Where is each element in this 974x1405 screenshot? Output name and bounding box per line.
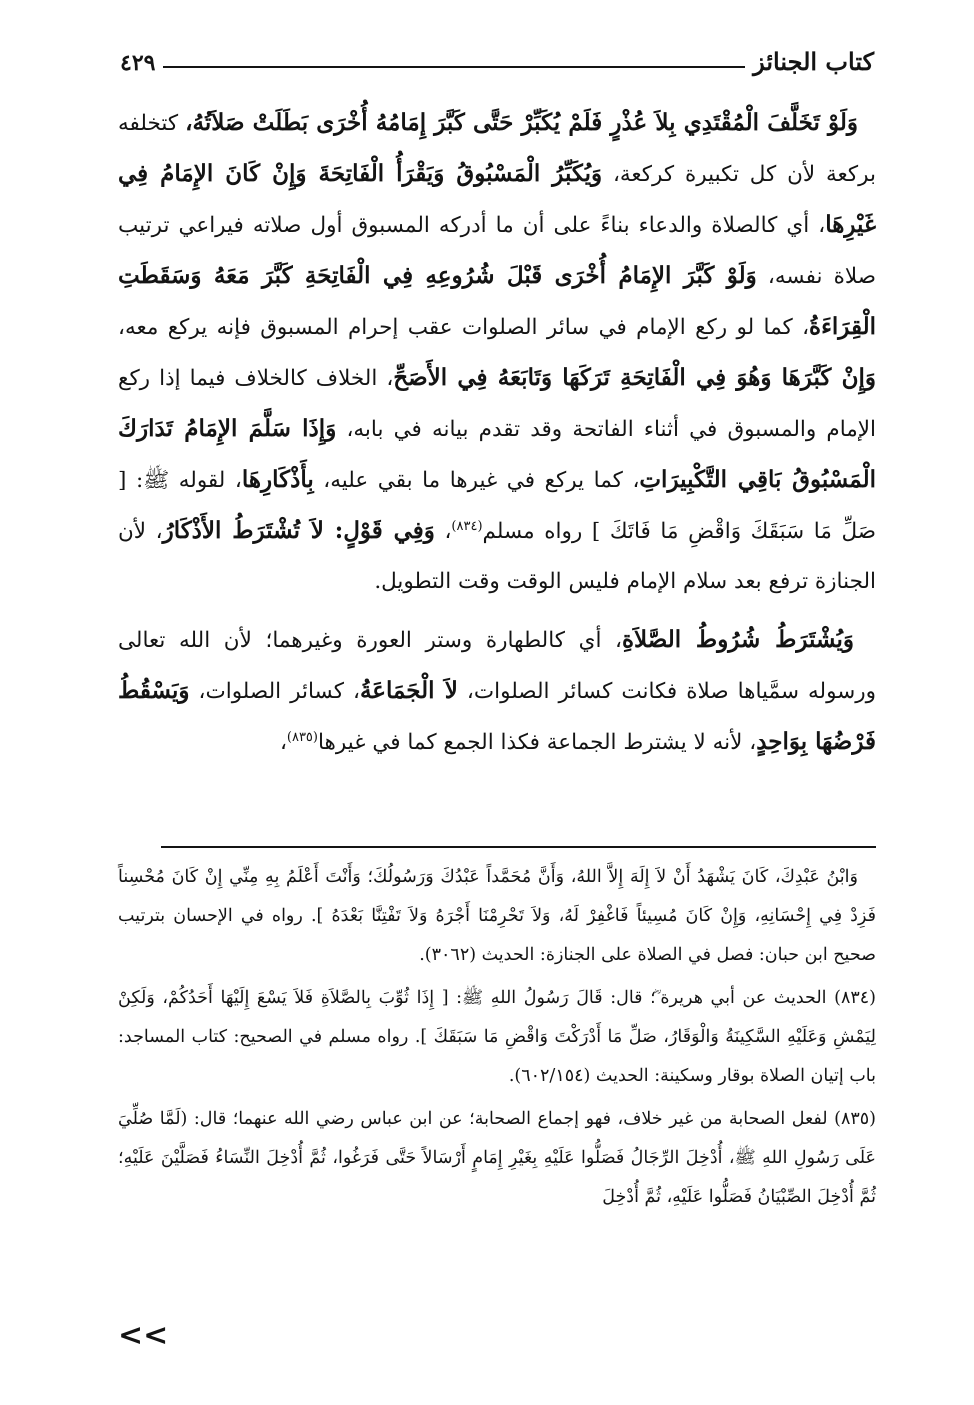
page-number: ٤٢٩: [120, 50, 156, 76]
matn-text: وَلَوْ كَبَّرَ الإِمَامُ أُخْرَى قَبْلَ شُرُوعِهِ فِي الْفَاتِحَةِ كَبَّرَ مَعَهُ وَسَقَطَتِ الْقِرَاءَةُ: [118, 262, 876, 340]
continuation-mark: <<: [118, 1318, 169, 1353]
sharh-text: كتخلفه بركعة لأن كل تكبيرة كركعة،: [118, 111, 876, 187]
footnote-separator: [161, 846, 876, 848]
paragraph-1: [118, 98, 876, 607]
sharh-text: ، لقوله ﷺ: [ صَلِّ مَا سَبَقَكَ وَاقْضِ مَا فَاتَكَ ] رواه مسلم: [118, 468, 877, 544]
footnote-835: [118, 1100, 876, 1217]
matn-text: بِأَذْكَارِهَا: [241, 466, 314, 493]
footnote-ref-834[interactable]: (٨٣٤): [451, 518, 483, 534]
hadith-text: لفعل الصحابة من غير خلاف، فهو إجماع الصحابة؛ عن ابن عباس رضي الله عنهما؛ قال: (لَمَّا صُلِّيَ عَلَى رَسُولِ اللهِ ﷺ، أُدْخِلَ الرِّجَالُ فَصَلُّوا عَلَيْهِ بِغَيْرِ إِمَامٍ أَرْسَالاً حَتَّى فَرَغُوا، ثُمَّ أُدْخِلَ النِّسَاءُ فَصَلَّيْنَ عَلَيْهِ؛ ثُمَّ أُدْخِلَ الصِّبْيَانُ فَصَلُّوا عَلَيْهِ، ثُمَّ أُدْخِلَ: [118, 1109, 876, 1207]
sharh-text: ، لأن الجنازة ترفع بعد سلام الإمام فليس الوقت وقت التطويل.: [118, 519, 876, 594]
sharh-text: ،: [434, 519, 452, 544]
matn-text: وَفِي قَوْلٍ: لاَ تُشْتَرَطُ الأَذْكَارُ: [162, 517, 435, 544]
citation-text: . رواه في الإحسان بترتيب صحيح ابن حبان: فصل في الصلاة على الجنازة: الحديث (٣٠٦٢).: [118, 906, 876, 965]
sharh-text: ، كسائر الصلوات،: [189, 679, 360, 704]
page-header: [120, 40, 874, 80]
sharh-text: ، كما لو ركع الإمام في سائر الصلوات عقب إحرام المسبوق فإنه يركع معه،: [118, 315, 810, 340]
matn-text: وَلَوْ تَخَلَّفَ الْمُقْتَدِي بِلاَ عُذْرٍ فَلَمْ يُكَبِّرْ حَتَّى كَبَّرَ إِمَامُهُ أُخْرَى بَطَلَتْ صَلاَتُهُ،: [185, 109, 859, 136]
paragraph-2: [118, 615, 876, 768]
matn-text: وَيُشْتَرَطُ شُرُوطُ الصَّلاَةِ: [622, 626, 854, 653]
sharh-text: ، لأنه لا يشترط الجماعة فكذا الجمع كما في غيرها: [318, 730, 757, 755]
matn-text: وَإِنْ كَبَّرَهَا وَهُوَ فِي الْفَاتِحَةِ تَرَكَهَا وَتَابَعَهُ فِي الأَصَحِّ: [393, 364, 876, 391]
sharh-text: ، أي كالطهارة وستر العورة وغيرهما؛ لأن الله تعالى ورسوله سمَّياها صلاة فكانت كسائر الصلوات،: [118, 628, 876, 704]
sharh-text: ، كما يركع في غيرها ما بقي عليه،: [313, 468, 640, 493]
sharh-text: ،: [279, 730, 287, 755]
footnotes: [118, 858, 876, 1221]
footnote-834: [118, 979, 876, 1096]
matn-text: وَيُكَبِّرُ الْمَسْبُوقُ وَيَقْرَأُ الْفَاتِحَةَ وَإِنْ كَانَ الإِمَامُ فِي غَيْرِهَا: [118, 160, 876, 238]
footnote-number: (٨٣٥): [834, 1109, 876, 1129]
hadith-text: الحديث عن أبي هريرة ؓ؛ قال: قَالَ رَسُولُ اللهِ ﷺ: [ إِذَا ثُوِّبَ بِالصَّلاَةِ فَلاَ يَسْعَ إِلَيْهَا أَحَدُكُمْ، وَلَكِنْ لِيَمْشِ وَعَلَيْهِ السَّكِينَةُ وَالْوَقَارُ، صَلِّ مَا أَدْرَكْتَ وَاقْضِ مَا سَبَقَكَ ]: [118, 988, 876, 1047]
matn-text: وَإِذَا سَلَّمَ الإِمَامُ تَدَارَكَ الْمَسْبُوقُ بَاقِي التَّكْبِيرَاتِ: [118, 415, 876, 493]
header-rule: [163, 66, 745, 68]
footnote-continuation: [118, 858, 876, 975]
chapter-title: كتاب الجنائز: [753, 47, 874, 76]
footnote-number: (٨٣٤): [834, 988, 876, 1008]
matn-text: لاَ الْجَمَاعَةُ: [359, 677, 458, 704]
citation-text: . رواه مسلم في الصحيح: كتاب المساجد: باب إتيان الصلاة بوقار وسكينة: الحديث (٦٠٢/١٥٤).: [118, 1027, 876, 1086]
hadith-text: وَابْنُ عَبْدِكَ، كَانَ يَشْهَدُ أَنْ لاَ إِلَهَ إِلاَّ اللهُ، وَأَنَّ مُحَمَّداً عَبْدُكَ وَرَسُولُكَ؛ وَأَنْتَ أَعْلَمُ بِهِ مِنِّي إِنْ كَانَ مُحْسِناً فَزِدْ فِي إِحْسَانِهِ، وَإِنْ كَانَ مُسِيئاً فَاغْفِرْ لَهُ، وَلاَ تَحْرِمْنَا أَجْرَهُ وَلاَ تَفْتِنَّا بَعْدَهُ ]: [118, 867, 876, 926]
sharh-text: ، الخلاف كالخلاف فيما إذا ركع الإمام والمسبوق في أثناء الفاتحة وقد تقدم بيانه في بابه،: [118, 366, 876, 442]
matn-text: وَيَسْقُطُ فَرْضُهَا بِوَاحِدٍ: [118, 677, 876, 755]
sharh-text: ، أي كالصلاة والدعاء بناءً على أن ما أدركه المسبوق أول صلاته فيراعي ترتيب صلاة نفسه،: [118, 213, 876, 289]
footnote-ref-835[interactable]: (٨٣٥): [286, 729, 318, 745]
main-text: [118, 98, 876, 776]
